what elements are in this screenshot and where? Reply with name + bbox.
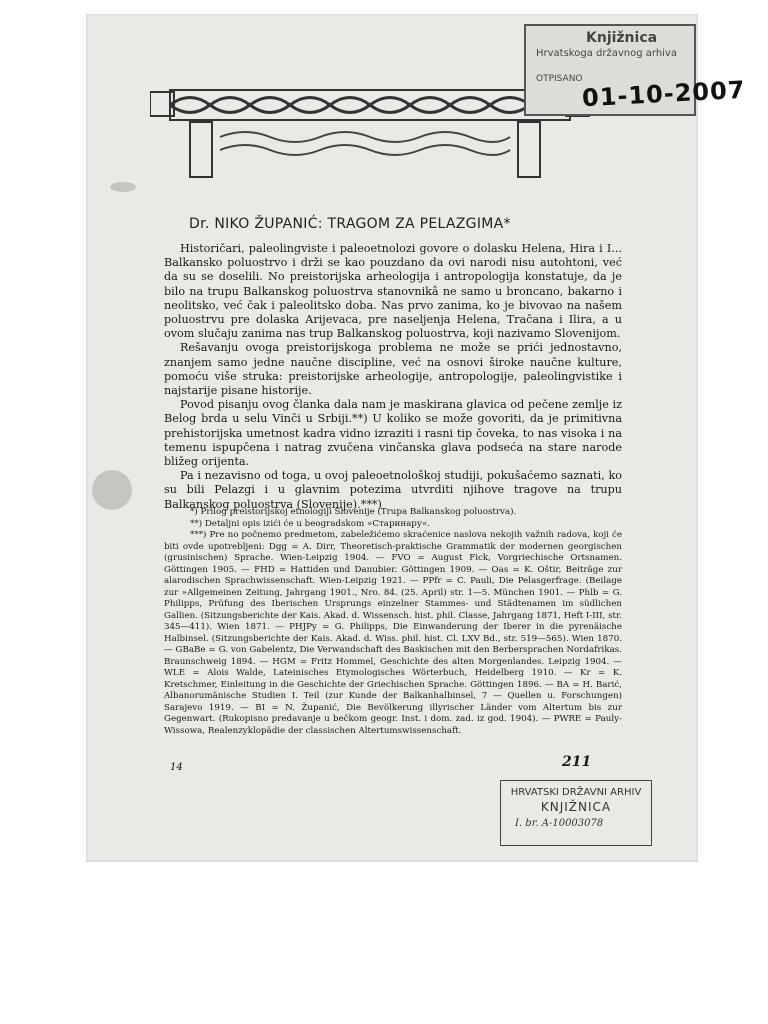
archive-stamp-bottom [500, 780, 652, 846]
stamp-line: Knjižnica [586, 30, 658, 46]
paragraph: Historičari, paleolingviste i paleoetnolozi govore o dolasku Helena, Hira i I... Balkansko poluostrvo i drži se kao pouzdano da ovi narodi nisu autohtoni, već da su se doselili. No preistorijska arheologija i antropologija konstatuje, da je bilo na trupu Balkanskog poluostrva stanovnikâ ne samo u broncano, bakarno i neolitsko, već čak i paleolitsko doba. Nas prvo zanima, ko je bivovao na našem poluostrvu pre dolaska Arijevaca, pre naseljenja Helena, Tračana i Ilira, a u ovom slučaju zanima nas trup Balkanskog poluostrva, koji nazivamo Slovenijom. [164, 242, 622, 341]
footnotes [164, 507, 622, 737]
page-number: 211 [562, 754, 592, 770]
page-smudge [92, 470, 132, 510]
stamp-line: I. br. A-10003078 [515, 818, 604, 829]
footnote: **) Detaljni opis izići će u beogradskom »Старинару«. [190, 518, 431, 529]
footnote: ***) Pre no počnemo predmetom, zabeležićemo skraćenice naslova nekojih važnih radova, koji će biti ovde upotrebljeni: Dgg = A. Dirr, Theoretisch-praktische Grammatik der modernen georgischen (grusinischen) Sprache. Wien-Leipzig 1904. — FVO = August Fick, Vorgriechische Ortsnamen. Göttingen 1905. — FHD = Hattiden und Danubier. Göttingen 1909. — Oas = K. Oštir, Beiträge zur alarodischen Sprachwissenschaft. Wien-Leipzig 1921. — PPfr = C. Pauli, Die Pelasgerfrage. (Beilage zur »Allgemeinen Zeitung, Jahrgang 1901., Nro. 84. (25. April) str. 1—5. München 1901. — Phlb = G. Philipps, Prüfung des Iberischen Ursprungs einzelner Stammes- und Städtenamen im südlichen Gallien. (Sitzungsberichte der Kais. Akad. d. Wissensch. hist. phil. Classe, Jahrgang 1871, Heft I-III, str. 345—411). Wien 1871. — PHJPy = G. Philipps, Die Einwanderung der Iberer in die pyrenäische Halbinsel. (Sitzungsberichte der Kais. Akad. d. Wiss. phil. hist. Cl. LXV Bd., str. 519—565). Wien 1870. — GBaBe = G. von Gabelentz, Die Verwandschaft des Baskischen mit den Berbersprachen Nordafrikas. Braunschweig 1894. — HGM = Fritz Hommel, Geschichte des alten Morgenlandes. Leipzig 1904. — WLE = Alois Walde, Lateinisches Etymologisches Wörterbuch, Heidelberg 1910. — Kr = K. Kretschmer, Einleitung in die Geschichte der Griechischen Sprache. Göttingen 1896. — BA = H. Barić, Albanorumänische Studien I. Teil (zur Kunde der Balkanhalbinsel, 7 — Quellen u. Forschungen) Sarajevo 1919. — BI = N. Županić, Die Bevölkerung illyrischer Länder vom Altertum bis zur Gegenwart. (Rukopisno predavanje u bečkom geogr. Inst. i dom. zad. iz god. 1904). — PWRE = Pauly-Wissowa, Realenzyklopädie der classischen Altertumswissenschaft. [164, 530, 622, 736]
article-body [164, 242, 622, 512]
stamp-line: KNJIŽNICA [540, 800, 612, 814]
paragraph: Rešavanju ovoga preistorijskoga problema ne može se prići jednostavno, znanjem samo jedne naučne discipline, već na osnovi široke naučne kulture, pomoću više struka: preistorijske arheologije, antropologije, paleolingvistike i najstarije pisane historije. [164, 341, 622, 398]
page-smudge [110, 182, 136, 192]
stamp-date: 01-10-2007 [581, 75, 747, 113]
stamp-line: OTPISANO [536, 74, 583, 84]
stamp-line: HRVATSKI DRŽAVNI ARHIV [510, 787, 642, 798]
paragraph: Pa i nezavisno od toga, u ovoj paleoetnološkoj studiji, pokušaćemo saznati, ko su bili Pelazgi i u glavnim potezima utvrditi njihove tragove na trupu Balkanskog poluostrva (Slovenije).***) [164, 469, 622, 511]
article-title: Dr. NIKO ŽUPANIĆ: TRAGOM ZA PELAZGIMA* [189, 216, 511, 232]
paragraph: Povod pisanju ovog članka dala nam je maskirana glavica od pečene zemlje iz Belog brda u selu Vinči u Srbiji.**) U koliko se može govoriti, da je primitivna prehistorijska umetnost kadra vidno izraziti i rasni tip čoveka, to nas visoka i na temenu ispupčena i natrag zvučena vinčanska glava podseća na stare narode bližeg orijenta. [164, 398, 622, 469]
signature-mark: 14 [170, 762, 183, 773]
stamp-line: Hrvatskoga državnog arhiva [536, 48, 677, 59]
footnote: *) Prilog preistorijskoj etnologiji Slovenije (Trupa Balkanskog poluostrva). [190, 507, 517, 517]
